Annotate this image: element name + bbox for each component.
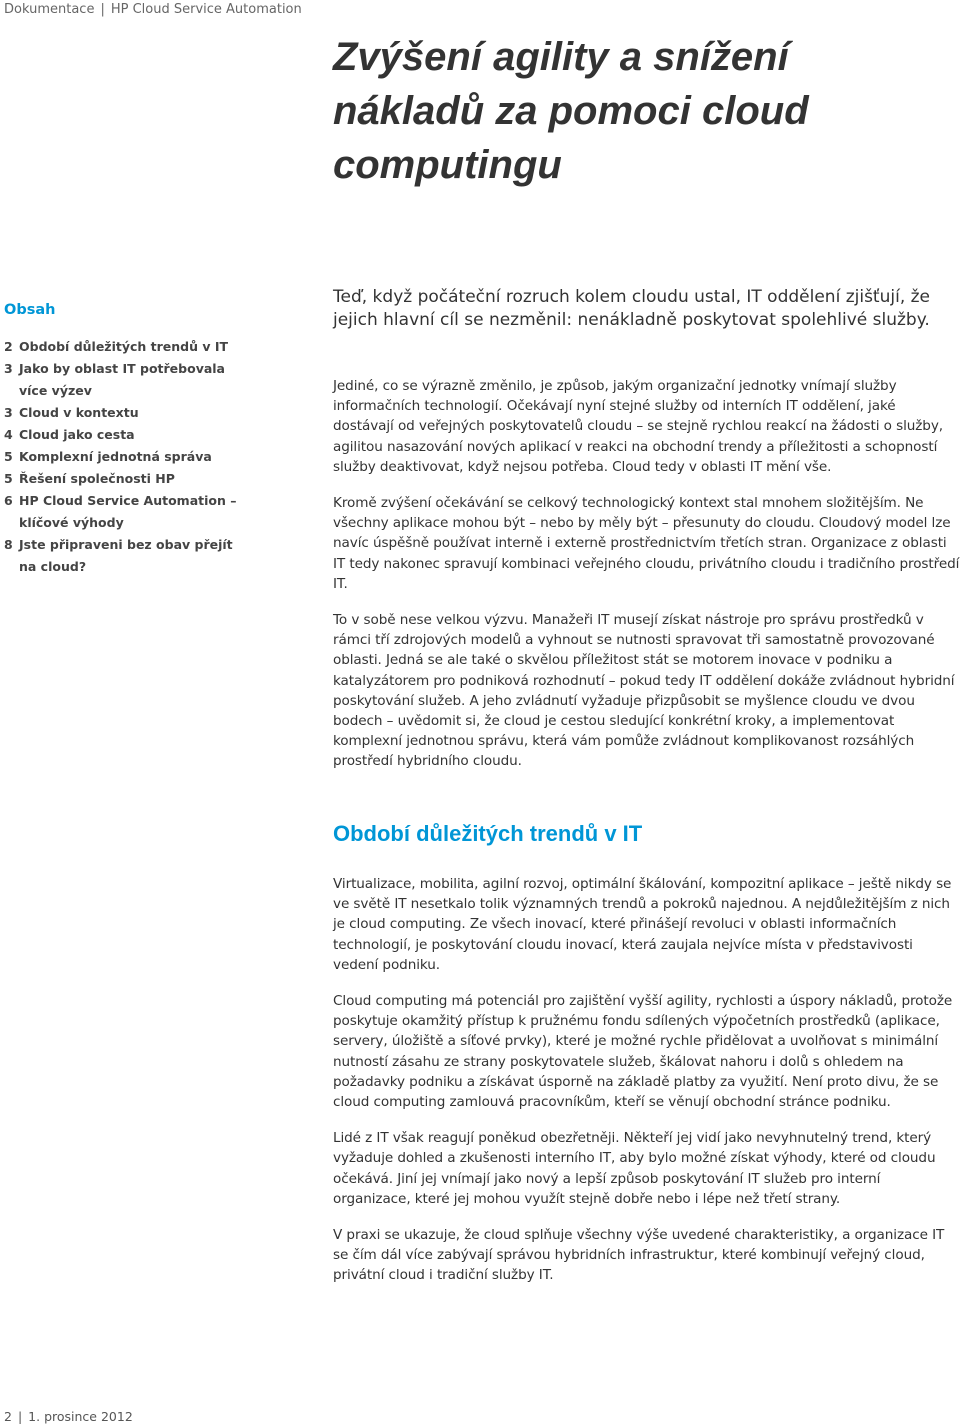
page-header [4, 2, 302, 17]
section-heading: Období důležitých trendů v IT [333, 821, 643, 846]
toc-item[interactable] [4, 490, 249, 534]
header-doc-title: HP Cloud Service Automation [110, 2, 302, 17]
toc-item-label: Komplexní jednotná správa [19, 449, 212, 464]
section-paragraph: Lidé z IT však reagují poněkud obezřetněji. Někteří jej vidí jako nevyhnutelný trend, který vyžaduje dohled a zkušenosti interního IT, aby bylo možné získat výhody, které od cloudu očekává. Jiní jej vnímají jako nový a lepší způsob poskytování IT služeb pro interní organizace, které jej mohou využít stejně dobře nebo i lépe než třetí strany. [333, 1130, 936, 1207]
footer-separator: | [17, 1409, 23, 1424]
table-of-contents [4, 302, 249, 578]
toc-item[interactable] [4, 446, 249, 468]
toc-item-label: Cloud v kontextu [19, 405, 139, 420]
toc-item-page: 8 [4, 537, 13, 552]
toc-item[interactable] [4, 468, 249, 490]
toc-title: Obsah [4, 302, 56, 318]
trends-section [333, 820, 960, 1302]
section-paragraph: V praxi se ukazuje, že cloud splňuje všechny výše uvedené charakteristiky, a organizace IT se čím dál více zabývají správou hybridních infrastruktur, které kombinují veřejný cloud, privátní cloud i tradiční služby IT. [333, 1227, 945, 1284]
toc-item-page: 2 [4, 339, 13, 354]
toc-item-label: Období důležitých trendů v IT [19, 339, 229, 354]
lead-paragraph: Teď, když počáteční rozruch kolem cloudu ustal, IT oddělení zjišťují, že jejich hlavní cíl se nezměnil: nenákladně poskytovat spolehlivé služby. [333, 287, 931, 330]
toc-item-label: Jste připraveni bez obav přejít na cloud? [19, 537, 233, 574]
intro-paragraph: Kromě zvýšení očekávání se celkový technologický kontext stal mnohem složitějším. Ne všechny aplikace mohou být – nebo by měly být – přesunuty do cloudu. Cloudový model lze navíc úspěšně používat interně i externě prostřednictvím třetích stran. Organizace z oblasti IT tedy nakonec spravují kombinaci veřejného cloudu, privátního cloudu i tradičního prostředí IT. [333, 495, 960, 592]
toc-item-label: Řešení společnosti HP [19, 471, 175, 486]
toc-item[interactable] [4, 336, 249, 358]
toc-item-label: Jako by oblast IT potřebovala více výzev [19, 361, 225, 398]
toc-item-page: 5 [4, 449, 13, 464]
page-number: 2 [4, 1409, 12, 1424]
page-footer [4, 1409, 133, 1424]
toc-item-label: Cloud jako cesta [19, 427, 135, 442]
page-title: Zvýšení agility a snížení nákladů za pomoci cloud computingu [333, 35, 809, 187]
toc-list [4, 336, 249, 578]
toc-item-page: 3 [4, 361, 13, 376]
toc-item-page: 6 [4, 493, 13, 508]
intro-text [333, 376, 960, 788]
toc-item[interactable] [4, 358, 249, 402]
intro-paragraph: Jediné, co se výrazně změnilo, je způsob, jakým organizační jednotky vnímají služby informačních technologií. Očekávají nyní stejné služby od interních IT oddělení, jaké dostávají od veřejných poskytovatelů cloudu – se stejně rychlou reakcí na žádosti o služby, agilitou nasazování nových aplikací v reakci na obchodní trendy a příležitosti a schopností služby deaktivovat, když nejsou potřeba. Cloud tedy v oblasti IT mění vše. [333, 378, 944, 475]
header-separator: | [100, 2, 105, 17]
toc-item-page: 3 [4, 405, 13, 420]
header-section: Dokumentace [4, 2, 95, 17]
footer-date: 1. prosince 2012 [28, 1409, 133, 1424]
toc-item[interactable] [4, 402, 249, 424]
section-paragraph: Cloud computing má potenciál pro zajištění vyšší agility, rychlosti a úspory nákladů, protože poskytuje okamžitý přístup k pružnému fondu sdílených výpočetních prostředků (aplikace, servery, úložiště a síťové prvky), které je možné rychle přidělovat a uvolňovat s minimální nutností zásahu ze strany poskytovatele služeb, škálovat nahoru i dolů s ohledem na požadavky podniku a získávat úsporně na základě platby za využití. Není proto divu, že se cloud computing zamlouvá pracovníkům, kteří se věnují obchodní stránce podniku. [333, 993, 953, 1111]
toc-item[interactable] [4, 534, 249, 578]
toc-item[interactable] [4, 424, 249, 446]
intro-paragraph: To v sobě nese velkou výzvu. Manažeři IT musejí získat nástroje pro správu prostředků v rámci tří zdrojových modelů a vyhnout se nutnosti spravovat tři samostatně provozované oblasti. Jedná se ale také o skvělou příležitost stát se motorem inovace v podniku a katalyzátorem pro podniková rozhodnutí – pokud tedy IT oddělení dokáže zvládnout hybridní poskytování služeb. A jeho zvládnutí vyžaduje přizpůsobit se myšlence cloudu ve dvou bodech – uvědomit si, že cloud je cestou sledující konkrétní kroky, a implementovat komplexní jednotnou správu, která vám pomůže zvládnout komplikovanost rozsáhlých prostředí hybridního cloudu. [333, 612, 955, 770]
section-paragraph: Virtualizace, mobilita, agilní rozvoj, optimální škálování, kompozitní aplikace – ještě nikdy se ve světě IT nesetkalo tolik významných trendů a pokroků najednou. A nejdůležitějším z nich je cloud computing. Ze všech inovací, které přinášejí revoluci v oblasti informačních technologií, je poskytování cloudu inovací, která zaujala nejvíce místa v představivosti vedení podniku. [333, 876, 952, 973]
toc-item-page: 4 [4, 427, 13, 442]
toc-item-page: 5 [4, 471, 13, 486]
toc-item-label: HP Cloud Service Automation – klíčové výhody [19, 493, 237, 530]
